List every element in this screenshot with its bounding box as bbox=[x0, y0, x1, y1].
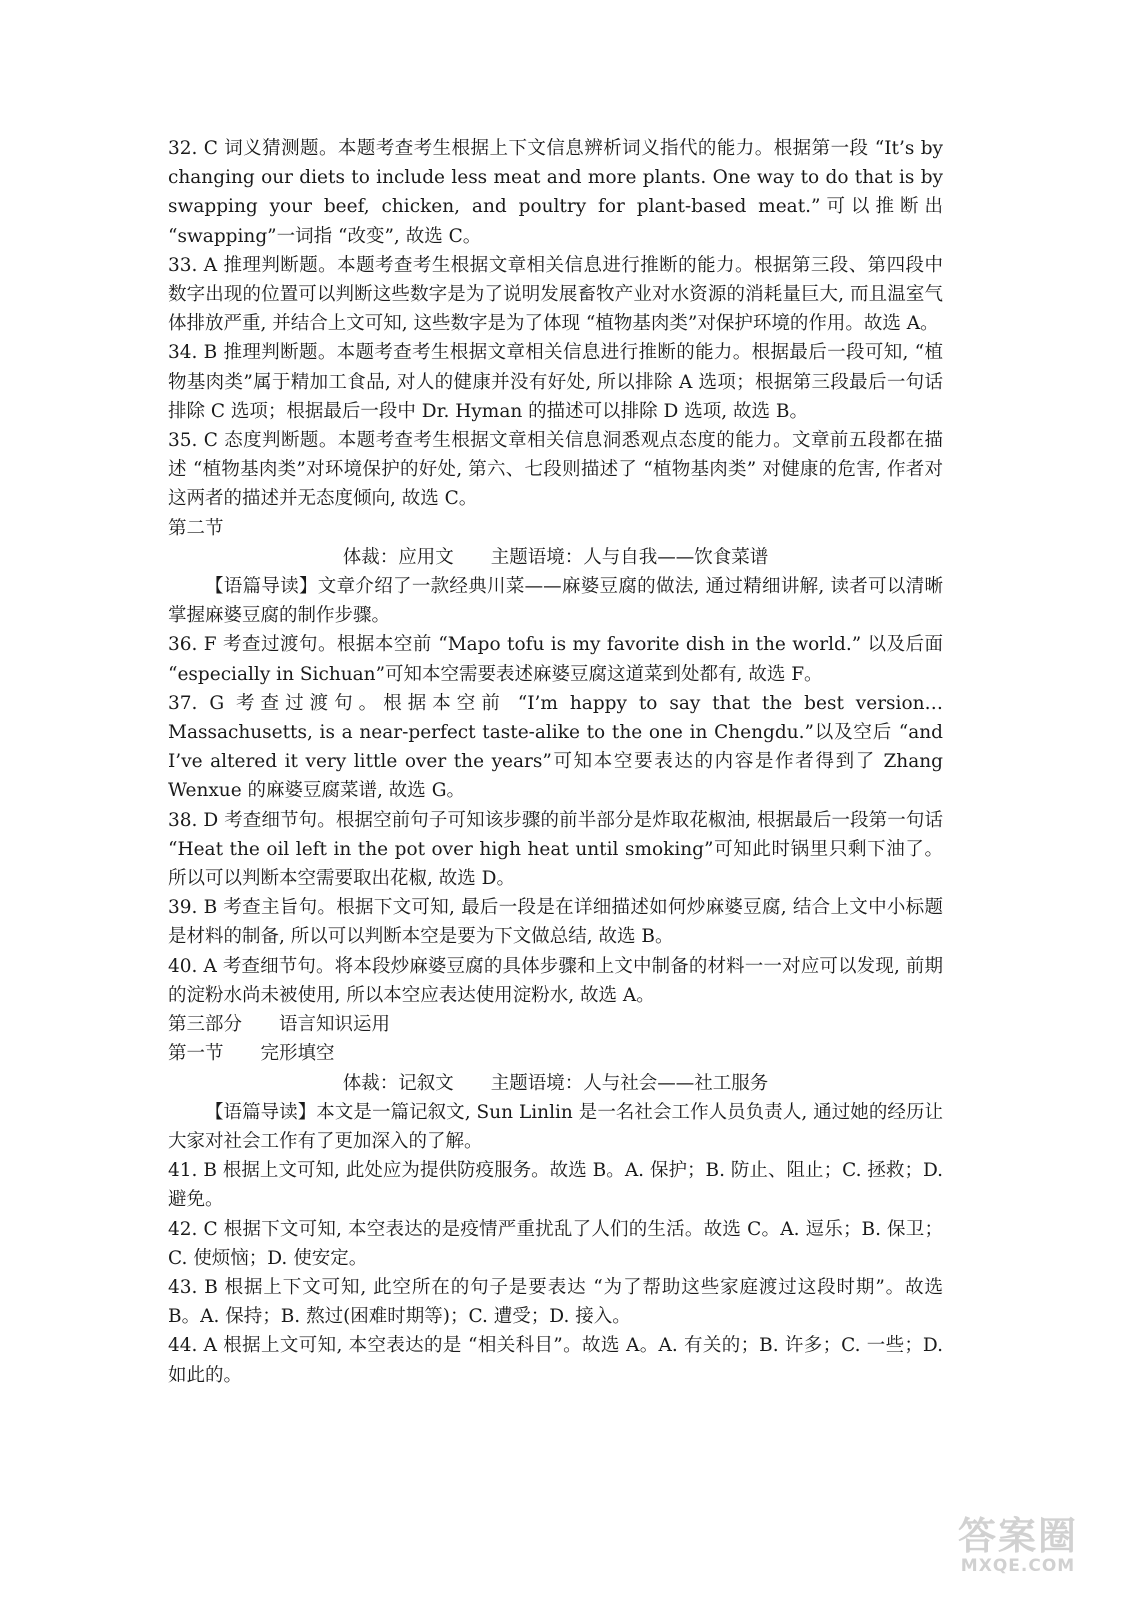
answer-32: 32. C 词义猜测题。本题考查考生根据上下文信息辨析词义指代的能力。根据第一段 “It’s by changing our diets to include less meat and more plants. One way to do that is by swapping your beef, chicken, and poultry for plant-based meat.”可以推断出 “swapping”一词指 “改变”, 故选 C。 bbox=[168, 138, 943, 247]
answer-33: 33. A 推理判断题。本题考查考生根据文章相关信息进行推断的能力。根据第三段、第四段中数字出现的位置可以判断这些数字是为了说明发展畜牧产业对水资源的消耗量巨大, 而且温室气体排放严重, 并结合上文可知, 这些数字是为了体现 “植物基肉类”对保护环境的作用。故选 A。 bbox=[168, 254, 943, 335]
answer-41: 41. B 根据上文可知, 此处应为提供防疫服务。故选 B。A. 保护；B. 防止、阻止；C. 拯救；D. 避免。 bbox=[168, 1160, 943, 1211]
answer-36: 36. F 考查过渡句。根据本空前 “Mapo tofu is my favorite dish in the world.” 以及后面 “especially in Sichuan”可知本空需要表述麻婆豆腐这道菜到处都有, 故选 F。 bbox=[168, 634, 943, 685]
answer-39: 39. B 考查主旨句。根据下文可知, 最后一段是在详细描述如何炒麻婆豆腐, 结合上文中小标题是材料的制备, 所以可以判断本空是要为下文做总结, 故选 B。 bbox=[168, 897, 943, 948]
section2-genre-line: 体裁：应用文 主题语境：人与自我——饮食菜谱 bbox=[342, 546, 769, 568]
part3-heading: 第三部分 语言知识运用 bbox=[168, 1014, 391, 1036]
watermark-site-text: MXQE.COM bbox=[960, 1556, 1076, 1576]
watermark-logo bbox=[933, 1516, 1103, 1578]
answer-35: 35. C 态度判断题。本题考查考生根据文章相关信息洞悉观点态度的能力。文章前五段都在描述 “植物基肉类”对环境保护的好处, 第六、七段则描述了 “植物基肉类” 对健康的危害, 作者对这两者的描述并无态度倾向, 故选 C。 bbox=[168, 430, 943, 510]
answer-34: 34. B 推理判断题。本题考查考生根据文章相关信息进行推断的能力。根据最后一段可知, “植物基肉类”属于精加工食品, 对人的健康并没有好处, 所以排除 A 选项；根据第三段最后一句话排除 C 选项；根据最后一段中 Dr. Hyman 的描述可以排除 D 选项, 故选 B。 bbox=[168, 342, 943, 422]
answer-44: 44. A 根据上文可知, 本空表达的是 “相关科目”。故选 A。A. 有关的；B. 许多；C. 一些；D. 如此的。 bbox=[168, 1335, 943, 1386]
answer-37: 37. G 考查过渡句。根据本空前 “I’m happy to say that the best version…Massachusetts, is a near-perfect taste-alike to the one in Chengdu.”以及空后 “and I’ve altered it very little over the years”可知本空要表达的内容是作者得到了 Zhang Wenxue 的麻婆豆腐菜谱, 故选 G。 bbox=[168, 692, 943, 802]
part3-genre-line: 体裁：记叙文 主题语境：人与社会——社工服务 bbox=[342, 1072, 769, 1094]
answer-42: 42. C 根据下文可知, 本空表达的是疫情严重扰乱了人们的生活。故选 C。A. 逗乐；B. 保卫；C. 使烦恼；D. 使安定。 bbox=[168, 1218, 943, 1269]
section2-intro: 【语篇导读】文章介绍了一款经典川菜——麻婆豆腐的做法, 通过精细讲解, 读者可以清晰掌握麻婆豆腐的制作步骤。 bbox=[168, 576, 943, 627]
part3-intro: 【语篇导读】本文是一篇记叙文, Sun Linlin 是一名社会工作人员负责人, 通过她的经历让大家对社会工作有了更加深入的了解。 bbox=[168, 1101, 943, 1152]
answer-38: 38. D 考查细节句。根据空前句子可知该步骤的前半部分是炸取花椒油, 根据最后一段第一句话 “Heat the oil left in the pot over high heat until smoking”可知此时锅里只剩下油了。所以可以判断本空需要取出花椒, 故选 D。 bbox=[168, 809, 943, 890]
answer-40: 40. A 考查细节句。将本段炒麻婆豆腐的具体步骤和上文中制备的材料一一对应可以发现, 前期的淀粉水尚未被使用, 所以本空应表达使用淀粉水, 故选 A。 bbox=[168, 955, 943, 1006]
watermark-logo-text: 答案圈 bbox=[957, 1514, 1078, 1558]
part3-section1-heading: 第一节 完形填空 bbox=[168, 1043, 335, 1065]
answer-43: 43. B 根据上下文可知, 此空所在的句子是要表达 “为了帮助这些家庭渡过这段时期”。故选 B。A. 保持；B. 熬过(困难时期等)；C. 遭受；D. 接入。 bbox=[168, 1276, 943, 1328]
document-body bbox=[168, 134, 943, 1390]
section2-heading: 第二节 bbox=[168, 517, 224, 539]
